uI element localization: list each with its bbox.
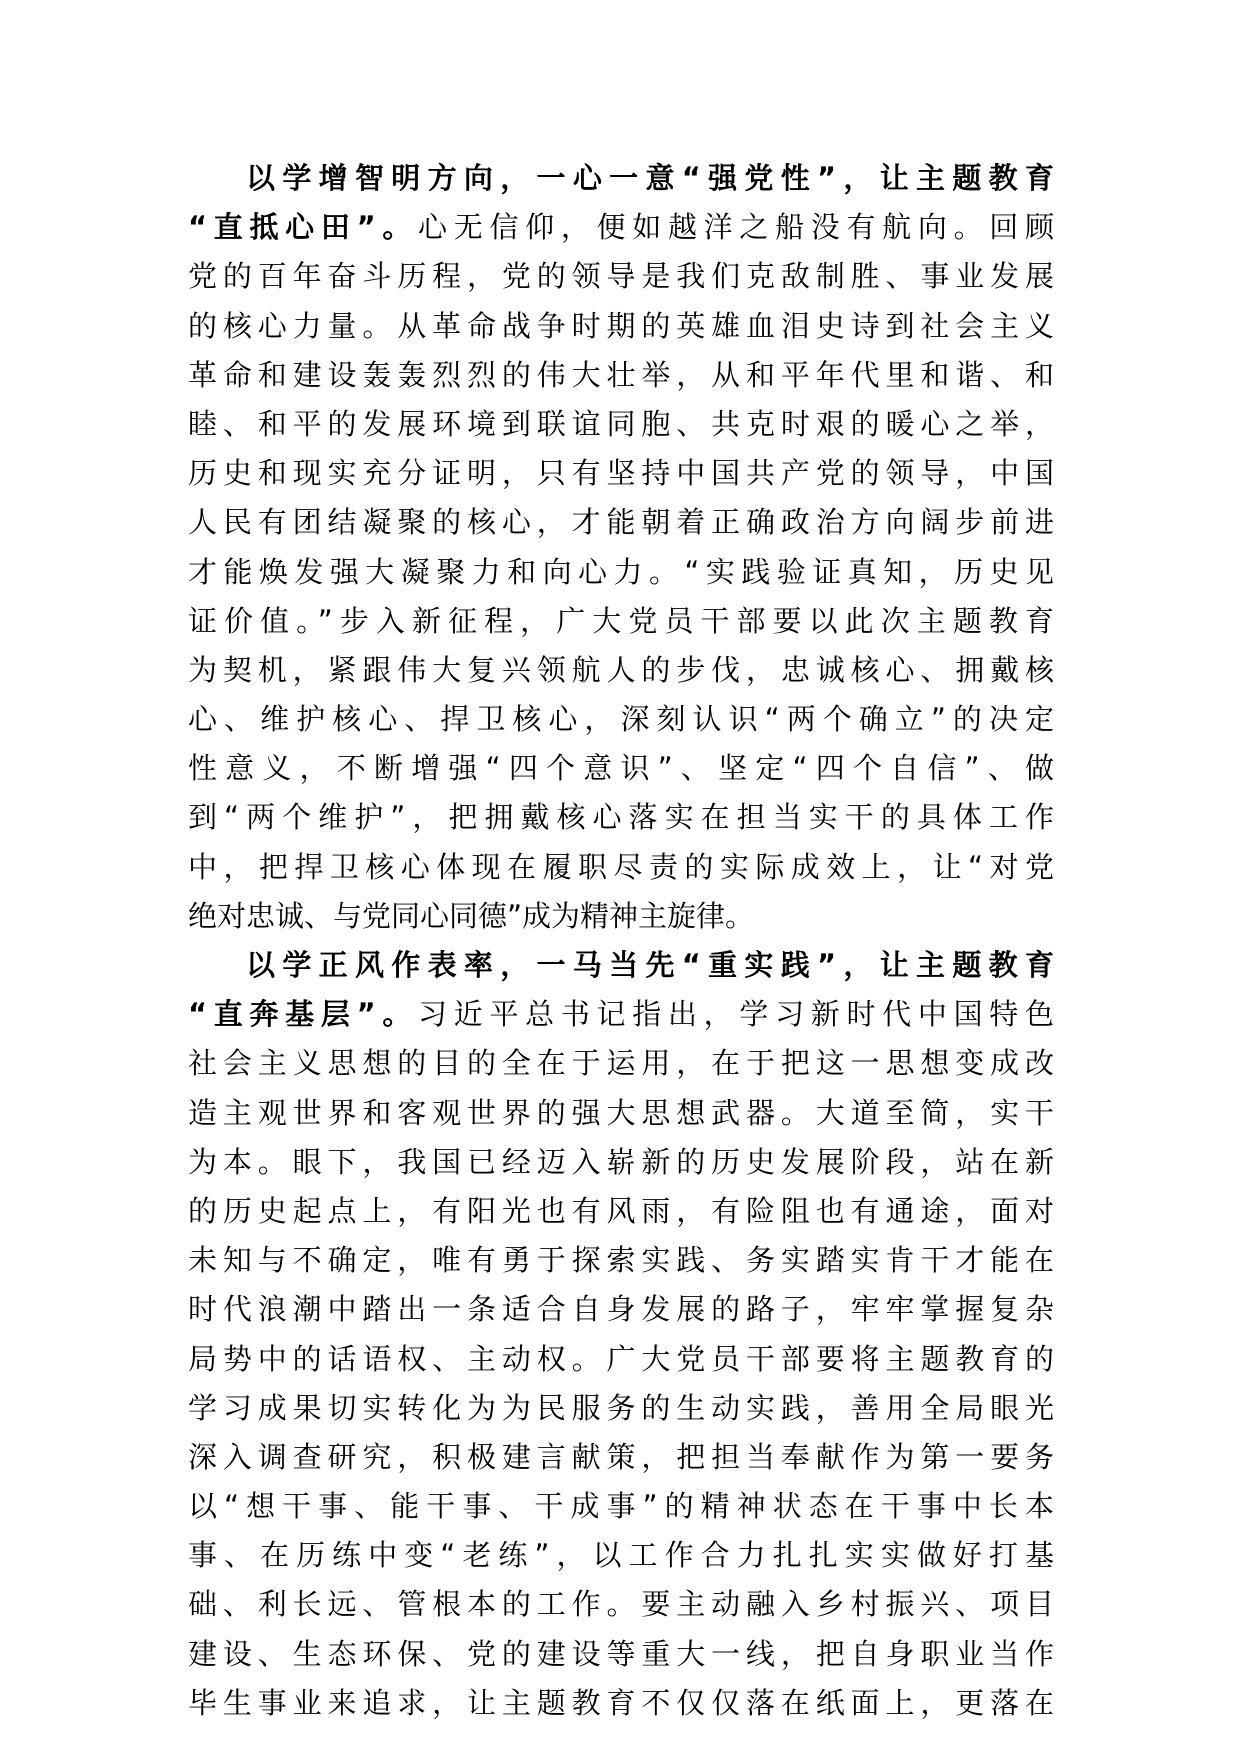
text-line — [188, 1039, 1054, 1088]
text-line — [188, 1580, 1054, 1629]
body-text: 建设、生态环保、党的建设等重大一线，把自身职业当作 — [188, 1636, 1054, 1671]
body-text: 的历史起点上，有阳光也有风雨，有险阻也有通途，面对 — [188, 1193, 1054, 1228]
body-text: 革命和建设轰轰烈烈的伟大壮举，从和平年代里和谐、和 — [188, 357, 1054, 392]
text-line — [188, 400, 1054, 449]
text-line — [188, 498, 1054, 547]
body-text: 社会主义思想的目的全在于运用，在于把这一思想变成改 — [188, 1046, 1054, 1081]
bold-heading-text: 以学正风作表率，一马当先“重实践”，让主题教育 — [246, 948, 1054, 982]
bold-heading-text: “直抵心田”。 — [188, 210, 419, 245]
body-text: 到“两个维护”，把拥戴核心落实在担当实干的具体工作 — [188, 800, 1054, 835]
body-text: 绝对忠诚、与党同心同德”成为精神主旋律。 — [188, 898, 755, 933]
text-line — [188, 548, 1054, 597]
body-text: 党的百年奋斗历程，党的领导是我们克敌制胜、事业发展 — [188, 259, 1054, 294]
body-text: 的核心力量。从革命战争时期的英雄血泪史诗到社会主义 — [188, 308, 1054, 343]
body-text: 为契机，紧跟伟大复兴领航人的步伐，忠诚核心、拥戴核 — [188, 652, 1054, 687]
text-line — [188, 892, 1054, 941]
text-line — [188, 695, 1054, 744]
body-text: 毕生事业来追求，让主题教育不仅仅落在纸面上，更落在 — [188, 1685, 1054, 1720]
bold-heading-text: 以学增智明方向，一心一意“强党性”，让主题教育 — [246, 161, 1054, 195]
text-line — [188, 843, 1054, 892]
text-line — [188, 252, 1054, 301]
body-text: 为本。眼下，我国已经迈入崭新的历史发展阶段，站在新 — [188, 1144, 1054, 1179]
body-text: 习近平总书记指出，学习新时代中国特色 — [418, 997, 1054, 1032]
paragraph — [188, 154, 1054, 941]
text-line — [188, 1285, 1054, 1334]
body-text: 础、利长远、管根本的工作。要主动融入乡村振兴、项目 — [188, 1587, 1054, 1622]
text-line — [188, 1482, 1054, 1531]
body-text: 事、在历练中变“老练”，以工作合力扎扎实实做好打基 — [188, 1538, 1054, 1573]
text-line — [188, 1433, 1054, 1482]
text-line — [188, 1630, 1054, 1679]
body-text: 睦、和平的发展环境到联谊同胞、共克时艰的暖心之举， — [188, 406, 1054, 441]
text-line — [188, 941, 1054, 990]
text-line — [188, 597, 1054, 646]
body-text: 中，把捍卫核心体现在履职尽责的实际成效上，让“对党 — [188, 849, 1054, 884]
text-line — [188, 744, 1054, 793]
bold-heading-text: “直奔基层”。 — [188, 997, 419, 1032]
body-text: 造主观世界和客观世界的强大思想武器。大道至简，实干 — [188, 1095, 1054, 1130]
text-line — [188, 351, 1054, 400]
text-line — [188, 1531, 1054, 1580]
text-line — [188, 302, 1054, 351]
text-line — [188, 203, 1054, 252]
text-line — [188, 154, 1054, 203]
text-line — [188, 1335, 1054, 1384]
body-text: 局势中的话语权、主动权。广大党员干部要将主题教育的 — [188, 1341, 1054, 1376]
text-line — [188, 449, 1054, 498]
body-text: 以“想干事、能干事、干成事”的精神状态在干事中长本 — [188, 1489, 1054, 1524]
body-text: 证价值。”步入新征程，广大党员干部要以此次主题教育 — [188, 603, 1054, 638]
body-text: 时代浪潮中踏出一条适合自身发展的路子，牢牢掌握复杂 — [188, 1292, 1054, 1327]
body-text: 未知与不确定，唯有勇于探索实践、务实踏实肯干才能在 — [188, 1243, 1054, 1278]
body-text: 学习成果切实转化为为民服务的生动实践，善用全局眼光 — [188, 1390, 1054, 1425]
text-line — [188, 990, 1054, 1039]
text-line — [188, 1679, 1054, 1728]
text-line — [188, 1384, 1054, 1433]
text-line — [188, 1187, 1054, 1236]
body-text: 心、维护核心、捍卫核心，深刻认识“两个确立”的决定 — [188, 702, 1054, 737]
body-text: 性意义，不断增强“四个意识”、坚定“四个自信”、做 — [188, 751, 1054, 786]
body-text: 深入调查研究，积极建言献策，把担当奉献作为第一要务 — [188, 1439, 1054, 1474]
text-line — [188, 1236, 1054, 1285]
text-line — [188, 793, 1054, 842]
document-body — [188, 154, 1054, 1728]
body-text: 才能焕发强大凝聚力和向心力。“实践验证真知，历史见 — [188, 554, 1054, 589]
text-line — [188, 1089, 1054, 1138]
body-text: 历史和现实充分证明，只有坚持中国共产党的领导，中国 — [188, 456, 1054, 491]
body-text: 人民有团结凝聚的核心，才能朝着正确政治方向阔步前进 — [188, 505, 1054, 540]
paragraph — [188, 941, 1054, 1728]
text-line — [188, 1138, 1054, 1187]
body-text: 心无信仰，便如越洋之船没有航向。回顾 — [418, 210, 1054, 245]
text-line — [188, 646, 1054, 695]
